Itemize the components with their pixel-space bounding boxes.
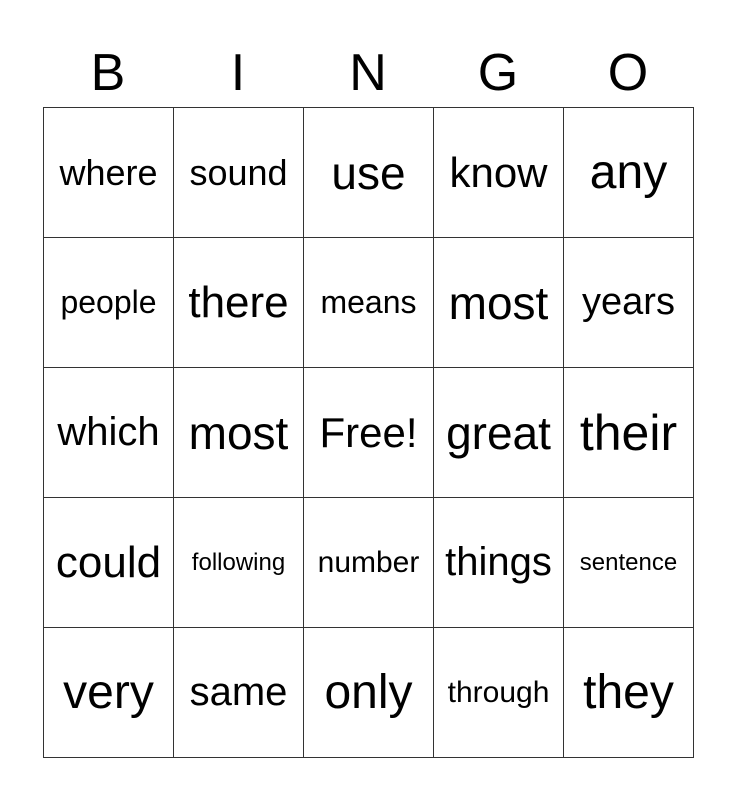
header-letter-n: N bbox=[349, 44, 387, 102]
bingo-cell[interactable]: their bbox=[564, 368, 694, 498]
bingo-board bbox=[43, 107, 694, 758]
bingo-cell[interactable]: know bbox=[434, 108, 564, 238]
bingo-cell[interactable]: could bbox=[44, 498, 174, 628]
bingo-cell[interactable]: which bbox=[44, 368, 174, 498]
bingo-cell[interactable]: only bbox=[304, 628, 434, 758]
header-letter-i: I bbox=[230, 44, 246, 102]
bingo-cell[interactable]: people bbox=[44, 238, 174, 368]
bingo-cell[interactable]: sentence bbox=[564, 498, 694, 628]
bingo-cell[interactable]: number bbox=[304, 498, 434, 628]
bingo-cell[interactable]: through bbox=[434, 628, 564, 758]
header-letter-o: O bbox=[607, 44, 649, 102]
header-letter-b: B bbox=[90, 44, 126, 102]
bingo-cell[interactable]: any bbox=[564, 108, 694, 238]
bingo-cell[interactable]: they bbox=[564, 628, 694, 758]
bingo-cell[interactable]: there bbox=[174, 238, 304, 368]
free-space-cell[interactable]: Free! bbox=[304, 368, 434, 498]
bingo-header bbox=[43, 40, 693, 106]
bingo-cell[interactable]: same bbox=[174, 628, 304, 758]
bingo-cell[interactable]: years bbox=[564, 238, 694, 368]
bingo-cell[interactable]: things bbox=[434, 498, 564, 628]
bingo-cell[interactable]: most bbox=[174, 368, 304, 498]
bingo-cell[interactable]: following bbox=[174, 498, 304, 628]
bingo-cell[interactable]: means bbox=[304, 238, 434, 368]
bingo-cell[interactable]: sound bbox=[174, 108, 304, 238]
bingo-cell[interactable]: great bbox=[434, 368, 564, 498]
bingo-cell[interactable]: very bbox=[44, 628, 174, 758]
header-letter-g: G bbox=[477, 44, 519, 102]
bingo-cell[interactable]: where bbox=[44, 108, 174, 238]
bingo-cell[interactable]: most bbox=[434, 238, 564, 368]
bingo-cell[interactable]: use bbox=[304, 108, 434, 238]
